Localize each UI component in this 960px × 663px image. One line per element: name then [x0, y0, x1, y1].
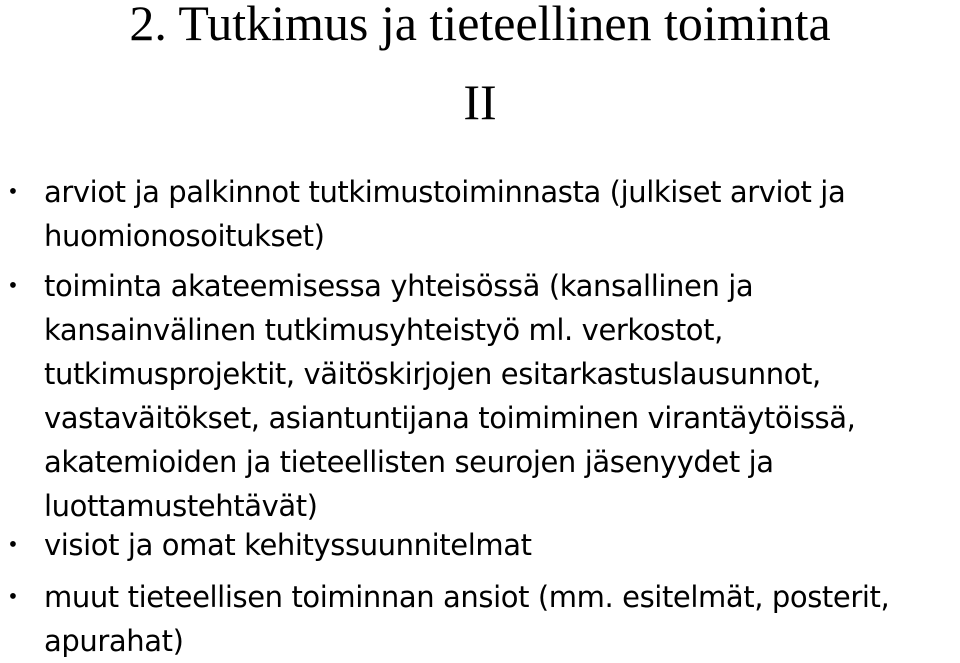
- bullet-text-line: arviot ja palkinnot tutkimustoiminnasta (julkiset arviot ja: [44, 175, 846, 209]
- bullet-icon: •: [8, 532, 18, 558]
- bullet-text: [44, 264, 960, 528]
- bullet-text-line: luottamustehtävät): [44, 489, 318, 523]
- bullet-text-line: toiminta akateemisessa yhteisössä (kansallinen ja: [44, 269, 754, 303]
- bullet-icon: •: [8, 584, 18, 610]
- slide-title-line-1: 2. Tutkimus ja tieteellinen toiminta: [129, 0, 831, 51]
- bullet-text: [44, 170, 960, 258]
- bullet-text-line: huomionosoitukset): [44, 219, 325, 253]
- bullet-text: [44, 575, 960, 663]
- bullet-text-line: visiot ja omat kehityssuunnitelmat: [44, 528, 532, 562]
- bullet-icon: •: [8, 179, 18, 205]
- bullet-text-line: muut tieteellisen toiminnan ansiot (mm. esitelmät, posterit,: [44, 580, 890, 614]
- bullet-text: [44, 523, 960, 567]
- bullet-text-line: kansainvälinen tutkimusyhteistyö ml. verkostot,: [44, 313, 723, 347]
- bullet-text-line: vastaväitökset, asiantuntijana toimiminen virantäytöissä,: [44, 401, 856, 435]
- slide-title-line-2: II: [463, 74, 497, 130]
- bullet-icon: •: [8, 273, 18, 299]
- bullet-text-line: tutkimusprojektit, väitöskirjojen esitarkastuslausunnot,: [44, 357, 821, 391]
- bullet-text-line: apurahat): [44, 624, 184, 658]
- bullet-text-line: akatemioiden ja tieteellisten seurojen jäsenyydet ja: [44, 445, 774, 479]
